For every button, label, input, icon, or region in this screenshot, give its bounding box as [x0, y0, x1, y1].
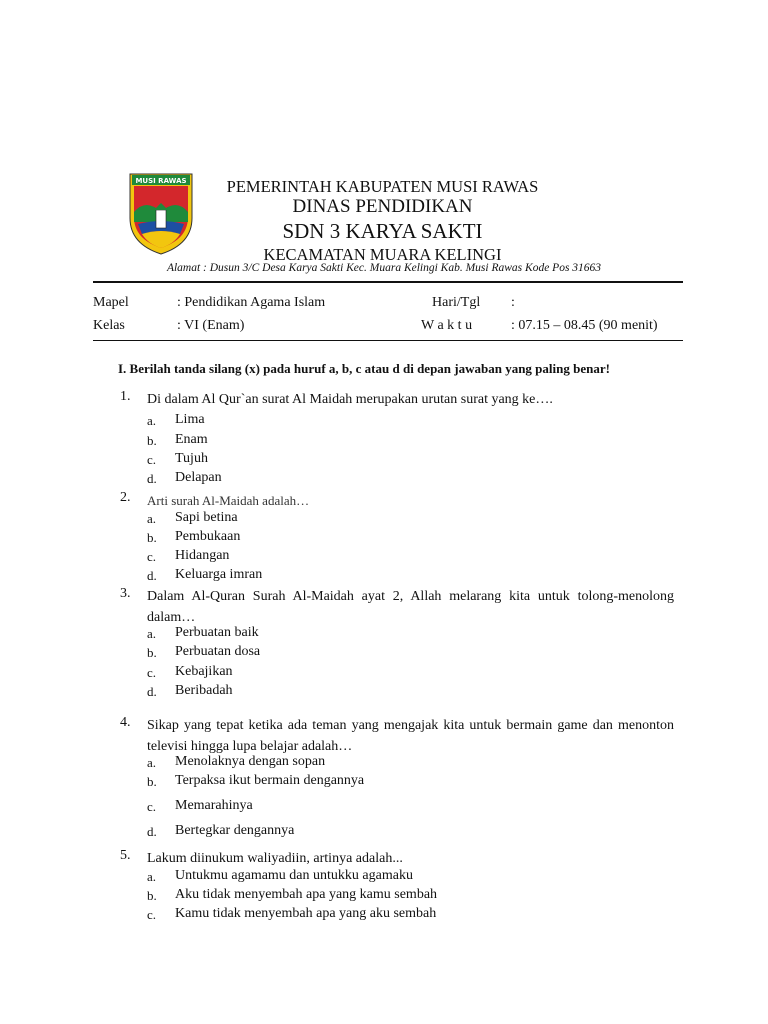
option-letter: d. [147, 471, 157, 486]
option-letter: d. [147, 568, 157, 583]
kelas-label: Kelas [93, 318, 125, 333]
hari-value: : [511, 295, 515, 310]
mapel-label: Mapel [93, 295, 129, 310]
musi-rawas-logo [128, 172, 194, 256]
option-text: Lima [175, 412, 205, 427]
school-address: Alamat : Dusun 3/C Desa Karya Sakti Kec. Muara Kelingi Kab. Musi Rawas Kode Pos 31663 [166, 262, 602, 274]
option-text: Perbuatan baik [175, 625, 259, 640]
kelas-value: : VI (Enam) [177, 318, 245, 333]
office-title: DINAS PENDIDIKAN [292, 196, 473, 217]
question-text: Di dalam Al Qur`an surat Al Maidah merupakan urutan surat yang ke…. [147, 392, 553, 407]
question-text: Arti surah Al-Maidah adalah… [147, 493, 310, 508]
option-text: Pembukaan [175, 529, 241, 544]
option-letter: a. [147, 511, 157, 526]
option-text: Menolaknya dengan sopan [175, 754, 326, 769]
logo-text: MUSI RAWAS [135, 177, 187, 185]
option-letter: b. [147, 888, 157, 903]
question-number: 4. [120, 715, 131, 730]
option-letter: b. [147, 774, 157, 789]
option-text: Keluarga imran [175, 567, 263, 582]
option-text: Kamu tidak menyembah apa yang aku sembah [175, 906, 437, 921]
district-name: KECAMATAN MUARA KELINGI [263, 245, 502, 264]
option-text: Hidangan [175, 548, 230, 563]
option-text: Kebajikan [175, 664, 233, 679]
option-text: Tujuh [175, 451, 208, 466]
option-letter: c. [147, 549, 157, 564]
question-text: Sikap yang tepat ketika ada teman yang mengajak kita untuk bermain game dan menonton televisi hingga lupa belajar adalah… [147, 718, 674, 754]
option-letter: d. [147, 824, 157, 839]
header-divider [93, 281, 683, 283]
option-letter: b. [147, 645, 157, 660]
option-letter: c. [147, 452, 157, 467]
mapel-value: : Pendidikan Agama Islam [177, 295, 326, 310]
waktu-label: W a k t u [421, 318, 473, 333]
question-text: Dalam Al-Quran Surah Al-Maidah ayat 2, Allah melarang kita untuk tolong-menolong dalam… [147, 589, 674, 625]
question-number: 5. [120, 848, 131, 863]
option-letter: a. [147, 626, 157, 641]
hari-label: Hari/Tgl [432, 295, 481, 310]
option-letter: c. [147, 907, 157, 922]
option-letter: c. [147, 799, 157, 814]
question-number: 1. [120, 389, 131, 404]
option-letter: a. [147, 869, 157, 884]
question-text: Lakum diinukum waliyadiin, artinya adalah... [147, 851, 403, 866]
option-letter: d. [147, 684, 157, 699]
option-text: Enam [175, 432, 208, 447]
option-text: Sapi betina [175, 510, 238, 525]
option-text: Memarahinya [175, 798, 253, 813]
option-letter: c. [147, 665, 157, 680]
meta-divider [93, 340, 683, 341]
option-letter: a. [147, 755, 157, 770]
waktu-value: : 07.15 – 08.45 (90 menit) [511, 318, 658, 333]
question-number: 3. [120, 586, 131, 601]
school-name: SDN 3 KARYA SAKTI [282, 219, 483, 243]
option-text: Beribadah [175, 683, 233, 698]
instruction: I. Berilah tanda silang (x) pada huruf a, b, c atau d di depan jawaban yang paling benar! [118, 361, 610, 376]
option-letter: b. [147, 530, 157, 545]
option-text: Terpaksa ikut bermain dengannya [175, 773, 365, 788]
question-number: 2. [120, 490, 131, 505]
option-text: Perbuatan dosa [175, 644, 261, 659]
option-letter: a. [147, 413, 157, 428]
option-text: Aku tidak menyembah apa yang kamu sembah [175, 887, 438, 902]
option-text: Delapan [175, 470, 222, 485]
option-text: Bertegkar dengannya [175, 823, 295, 838]
option-text: Untukmu agamamu dan untukku agamaku [175, 868, 413, 883]
option-letter: b. [147, 433, 157, 448]
gov-title: PEMERINTAH KABUPATEN MUSI RAWAS [226, 177, 539, 196]
